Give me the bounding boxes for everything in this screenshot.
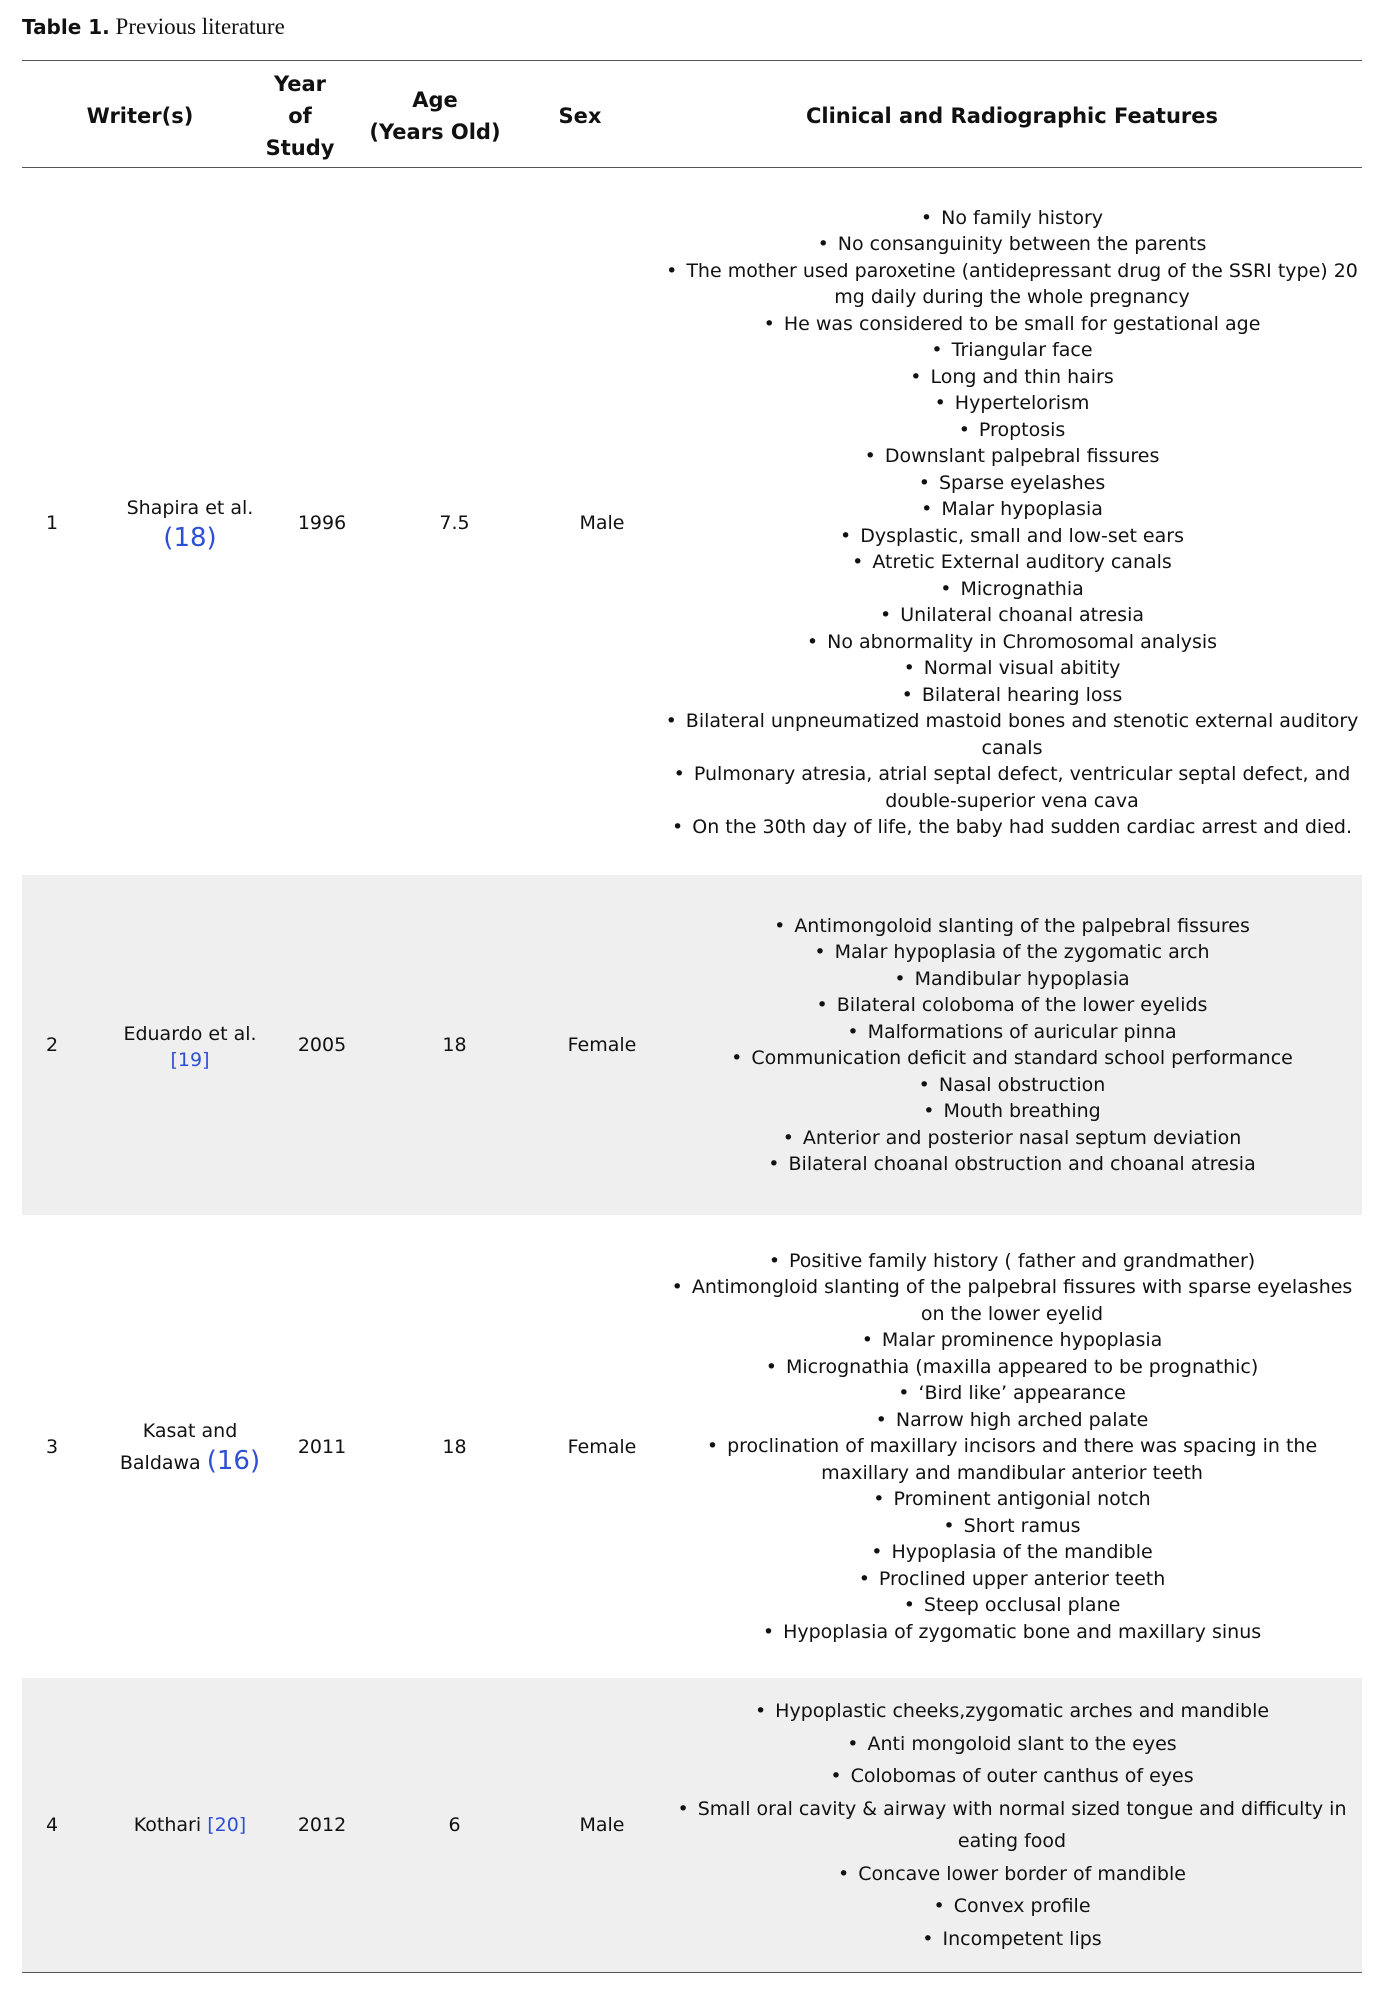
feature-item: • Bilateral coloboma of the lower eyelids (662, 992, 1362, 1019)
feature-item: • Small oral cavity & airway with normal sized tongue and difficulty in eating food (662, 1793, 1362, 1858)
feature-item: • Proptosis (662, 417, 1362, 444)
header-year (240, 68, 360, 164)
writer-reference-link[interactable]: [19] (170, 1049, 210, 1071)
table-row (22, 875, 1362, 1215)
row-features (662, 875, 1362, 1215)
feature-item: • Narrow high arched palate (662, 1407, 1362, 1434)
writer-name-continued (120, 1446, 260, 1478)
row-year: 2005 (297, 1034, 347, 1056)
writer-reference-link[interactable]: [20] (207, 1814, 247, 1836)
feature-item: • Malar hypoplasia (662, 496, 1362, 523)
feature-item: • Bilateral unpneumatized mastoid bones and stenotic external auditory canals (662, 708, 1362, 761)
feature-item: • Triangular face (662, 337, 1362, 364)
feature-item: • Micrognathia (662, 576, 1362, 603)
row-number: 1 (46, 511, 59, 534)
feature-item: • No family history (662, 205, 1362, 232)
row-age: 18 (442, 1435, 467, 1458)
header-age-line-1: Age (412, 88, 458, 112)
row-number: 4 (46, 1814, 59, 1836)
feature-item: • Hypoplasia of the mandible (662, 1539, 1362, 1566)
writer-reference-link[interactable]: (18) (163, 522, 217, 553)
row-features (662, 1215, 1362, 1678)
feature-item: • Micrognathia (maxilla appeared to be prognathic) (662, 1354, 1362, 1381)
row-number: 2 (46, 1034, 59, 1056)
feature-item: • He was considered to be small for gestational age (662, 311, 1362, 338)
feature-item: • Prominent antigonial notch (662, 1486, 1362, 1513)
feature-item: • Bilateral hearing loss (662, 682, 1362, 709)
feature-item: • Hypoplasia of zygomatic bone and maxillary sinus (662, 1619, 1362, 1646)
row-year: 1996 (297, 511, 347, 534)
row-features (662, 170, 1362, 875)
feature-item: • Hypoplastic cheeks,zygomatic arches and mandible (662, 1695, 1362, 1728)
feature-item: • Malar prominence hypoplasia (662, 1327, 1362, 1354)
row-year: 2011 (297, 1435, 347, 1458)
feature-item: • Antimongoloid slanting of the palpebral fissures (662, 913, 1362, 940)
writer-name-part: Baldawa (119, 1451, 201, 1474)
feature-item: • Antimongloid slanting of the palpebral fissures with sparse eyelashes on the lower eyelid (662, 1274, 1362, 1327)
feature-item: • Convex profile (662, 1890, 1362, 1923)
features-list (662, 913, 1362, 1178)
feature-item: • Steep occlusal plane (662, 1592, 1362, 1619)
header-year-line-1: Year (273, 72, 327, 96)
table-caption-label: Table 1. (22, 15, 110, 39)
table-row (22, 1678, 1362, 1972)
header-bottom-rule (22, 167, 1362, 168)
writer-name: Shapira et al. (126, 496, 254, 519)
table-caption (22, 12, 285, 42)
feature-item: • Positive family history ( father and grandmather) (662, 1248, 1362, 1275)
row-sex: Female (567, 1034, 637, 1056)
row-features (662, 1678, 1362, 1972)
feature-item: • The mother used paroxetine (antidepressant drug of the SSRI type) 20 mg daily during the whole pregnancy (662, 258, 1362, 311)
feature-item: • Concave lower border of mandible (662, 1858, 1362, 1891)
row-age: 6 (448, 1814, 461, 1836)
row-sex: Male (579, 1814, 625, 1836)
feature-item: • Downslant palpebral fissures (662, 443, 1362, 470)
row-number: 3 (46, 1435, 59, 1458)
header-writers: Writer(s) (86, 104, 194, 128)
features-list (662, 1695, 1362, 1955)
feature-item: • On the 30th day of life, the baby had sudden cardiac arrest and died. (662, 814, 1362, 841)
feature-item: • Colobomas of outer canthus of eyes (662, 1760, 1362, 1793)
writer-reference-link[interactable]: (16) (206, 1445, 261, 1476)
feature-item: • Incompetent lips (662, 1923, 1362, 1956)
table-row (22, 1215, 1362, 1678)
feature-item: • Pulmonary atresia, atrial septal defect, ventricular septal defect, and double-superior vena cava (662, 761, 1362, 814)
feature-item: • Mouth breathing (662, 1098, 1362, 1125)
feature-item: • Anti mongoloid slant to the eyes (662, 1728, 1362, 1761)
feature-item: • proclination of maxillary incisors and there was spacing in the maxillary and mandibular anterior teeth (662, 1433, 1362, 1486)
row-age: 7.5 (439, 511, 470, 534)
table-row (22, 170, 1362, 875)
feature-item: • ‘Bird like’ appearance (662, 1380, 1362, 1407)
writer-name: Kothari (133, 1814, 202, 1836)
row-age: 18 (442, 1034, 467, 1056)
feature-item: • Long and thin hairs (662, 364, 1362, 391)
feature-item: • Normal visual abitity (662, 655, 1362, 682)
writer-name: Kasat and (142, 1419, 238, 1442)
feature-item: • Malar hypoplasia of the zygomatic arch (662, 939, 1362, 966)
feature-item: • Bilateral choanal obstruction and choanal atresia (662, 1151, 1362, 1178)
feature-item: • No abnormality in Chromosomal analysis (662, 629, 1362, 656)
table-caption-text: Previous literature (115, 14, 285, 39)
writer-name-with-reference (134, 1810, 246, 1840)
feature-item: • Malformations of auricular pinna (662, 1019, 1362, 1046)
header-year-line-2: of (288, 104, 312, 128)
row-sex: Female (567, 1435, 637, 1458)
feature-item: • Short ramus (662, 1513, 1362, 1540)
feature-item: • Anterior and posterior nasal septum deviation (662, 1125, 1362, 1152)
header-age (360, 84, 510, 148)
header-sex: Sex (558, 104, 602, 128)
feature-item: • Mandibular hypoplasia (662, 966, 1362, 993)
row-year: 2012 (297, 1814, 347, 1836)
header-year-line-3: Study (265, 136, 335, 160)
features-list (662, 205, 1362, 841)
table-bottom-rule (22, 1972, 1362, 1973)
feature-item: • Sparse eyelashes (662, 470, 1362, 497)
feature-item: • Unilateral choanal atresia (662, 602, 1362, 629)
feature-item: • Atretic External auditory canals (662, 549, 1362, 576)
table-top-rule (22, 60, 1362, 61)
feature-item: • Hypertelorism (662, 390, 1362, 417)
feature-item: • Communication deficit and standard school performance (662, 1045, 1362, 1072)
features-list (662, 1248, 1362, 1646)
feature-item: • Proclined upper anterior teeth (662, 1566, 1362, 1593)
row-sex: Male (579, 511, 625, 534)
feature-item: • No consanguinity between the parents (662, 231, 1362, 258)
writer-name: Eduardo et al. (123, 1023, 257, 1045)
header-features: Clinical and Radiographic Features (805, 104, 1219, 128)
feature-item: • Dysplastic, small and low-set ears (662, 523, 1362, 550)
header-age-line-2: (Years Old) (369, 120, 501, 144)
feature-item: • Nasal obstruction (662, 1072, 1362, 1099)
